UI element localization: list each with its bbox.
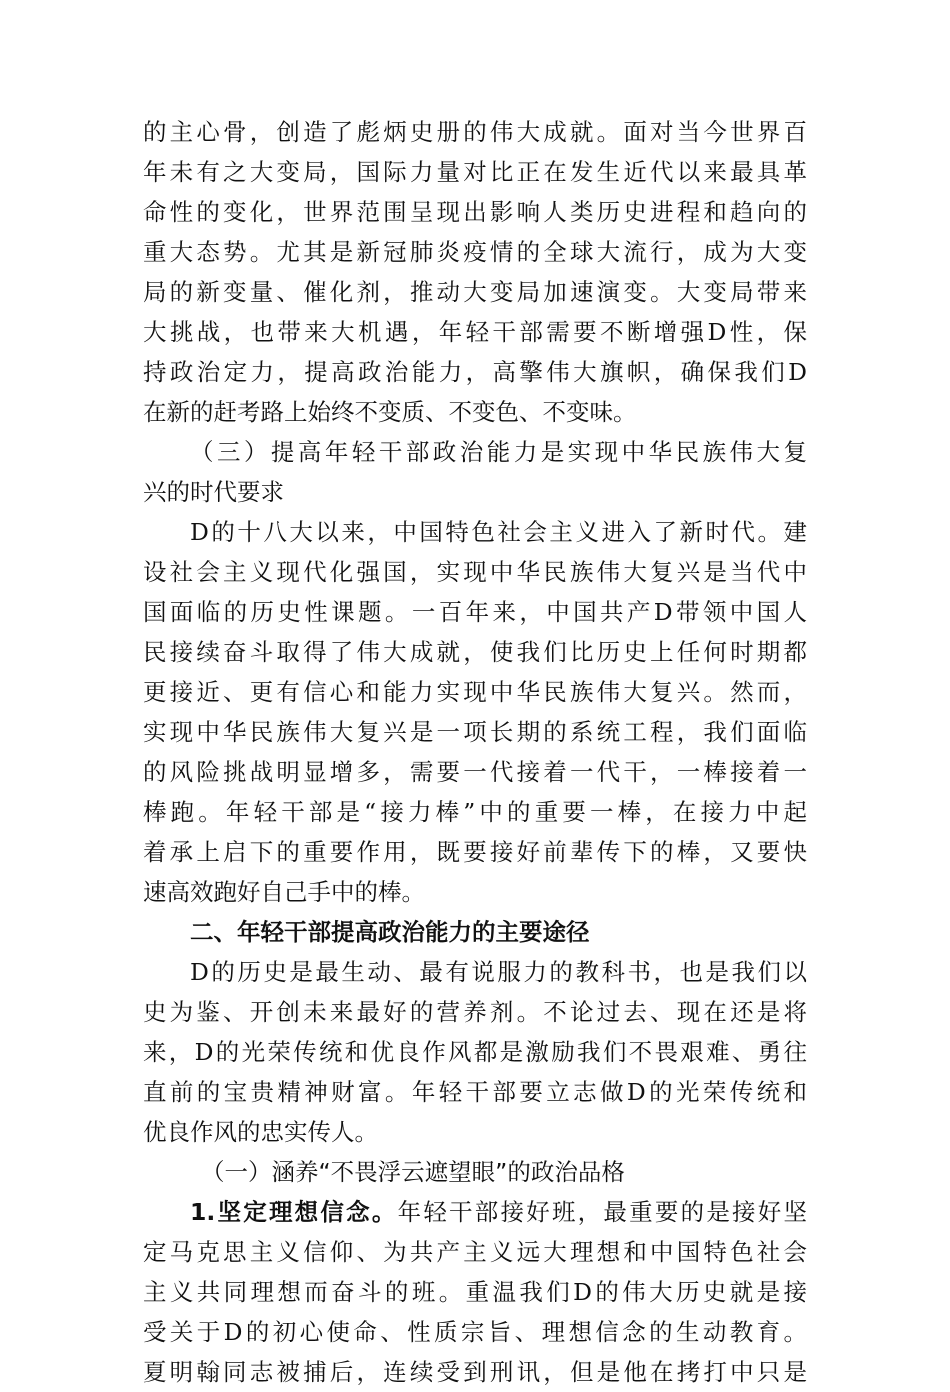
text-line: D的十八大以来，中国特色社会主义进入了新时代。建 [190, 518, 807, 546]
text-line: 史为鉴、开创未来最好的营养剂。不论过去、现在还是将 [143, 998, 807, 1026]
lead-line-rest: 年轻干部接好班，最重要的是接好坚 [397, 1198, 807, 1226]
text-line: 速高效跑好自己手中的棒。 [143, 878, 425, 906]
text-line: 定马克思主义信仰、为共产主义远大理想和中国特色社会 [143, 1238, 807, 1266]
paragraph-4 [143, 1192, 807, 1392]
text-line: 持政治定力，提高政治能力，高擎伟大旗帜，确保我们D [143, 358, 807, 386]
text-line: 的风险挑战明显增多，需要一代接着一代干，一棒接着一 [143, 758, 807, 786]
text-line: 夏明翰同志被捕后，连续受到刑讯，但是他在拷打中只是 [143, 1358, 807, 1386]
document-page [143, 112, 807, 1392]
text-line: 国面临的历史性课题。一百年来，中国共产D带领中国人 [143, 598, 807, 626]
text-line: 主义共同理想而奋斗的班。重温我们D的伟大历史就是接 [143, 1278, 807, 1306]
heading-line: （三）提高年轻干部政治能力是实现中华民族伟大复 [190, 438, 807, 466]
text-line: 民接续奋斗取得了伟大成就，使我们比历史上任何时期都 [143, 638, 807, 666]
text-line: 棒跑。年轻干部是“接力棒”中的重要一棒，在接力中起 [143, 798, 807, 826]
section-heading-2: 二、年轻干部提高政治能力的主要途径 [190, 918, 590, 946]
text-line [143, 1192, 807, 1232]
lead-in-bold: 1.坚定理想信念。 [190, 1198, 398, 1226]
text-line: 在新的赶考路上始终不变质、不变色、不变味。 [143, 398, 637, 426]
text-line: 年未有之大变局，国际力量对比正在发生近代以来最具革 [143, 158, 807, 186]
text-line: 直前的宝贵精神财富。年轻干部要立志做D的光荣传统和 [143, 1078, 807, 1106]
text-line: 命性的变化，世界范围呈现出影响人类历史进程和趋向的 [143, 198, 807, 226]
text-line: 设社会主义现代化强国，实现中华民族伟大复兴是当代中 [143, 558, 807, 586]
text-line: 优良作风的忠实传人。 [143, 1118, 378, 1146]
text-line: 着承上启下的重要作用，既要接好前辈传下的棒，又要快 [143, 838, 807, 866]
text-line: D的历史是最生动、最有说服力的教科书，也是我们以 [190, 958, 807, 986]
text-line: 受关于D的初心使命、性质宗旨、理想信念的生动教育。 [143, 1318, 807, 1346]
heading-line: 兴的时代要求 [143, 478, 284, 506]
text-line: 来，D的光荣传统和优良作风都是激励我们不畏艰难、勇往 [143, 1038, 807, 1066]
text-line: 大挑战，也带来大机遇，年轻干部需要不断增强D性，保 [143, 318, 807, 346]
paragraph-1 [143, 112, 807, 432]
text-line: 局的新变量、催化剂，推动大变局加速演变。大变局带来 [143, 278, 807, 306]
paragraph-3 [143, 952, 807, 1152]
text-line: 重大态势。尤其是新冠肺炎疫情的全球大流行，成为大变 [143, 238, 807, 266]
section-heading-3 [143, 432, 807, 512]
text-line: 实现中华民族伟大复兴是一项长期的系统工程，我们面临 [143, 718, 807, 746]
paragraph-2 [143, 512, 807, 912]
text-line: 的主心骨，创造了彪炳史册的伟大成就。面对当今世界百 [143, 118, 807, 146]
text-line: 更接近、更有信心和能力实现中华民族伟大复兴。然而， [143, 678, 807, 706]
subsection-heading: （一）涵养“不畏浮云遮望眼”的政治品格 [201, 1158, 625, 1186]
